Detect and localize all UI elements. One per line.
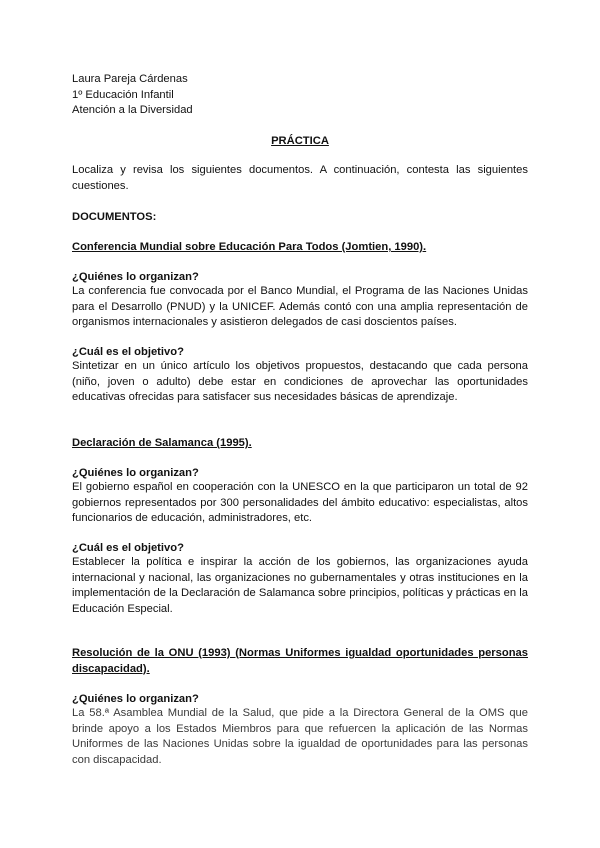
subject-name: Atención a la Diversidad bbox=[72, 104, 193, 116]
section-2-answer-organizers: El gobierno español en cooperación con la UNESCO en la que participaron un total de 92 gobiernos representados por 300 personalidades del ámbito educativo: especialistas, altos funcionarios de educación, administradores, etc. bbox=[72, 481, 528, 524]
section-1-question-objective: ¿Cuál es el objetivo? bbox=[72, 346, 184, 358]
section-1-heading: Conferencia Mundial sobre Educación Para Todos (Jomtien, 1990). bbox=[72, 241, 427, 253]
documents-heading: DOCUMENTOS: bbox=[72, 211, 157, 223]
section-2-heading: Declaración de Salamanca (1995). bbox=[72, 437, 252, 449]
section-3-answer-organizers: La 58.ª Asamblea Mundial de la Salud, que pide a la Directora General de la OMS que brinde apoyo a los Estados Miembros para que refuercen la aplicación de las Normas Uniformes de las Naciones Unidas sobre la igualdad de oportunidades para las personas con discapacidad. bbox=[72, 707, 528, 766]
section-1-question-organizers: ¿Quiénes lo organizan? bbox=[72, 271, 199, 283]
section-1-answer-objective: Sintetizar en un único artículo los objetivos propuestos, destacando que cada persona (niño, joven o adulto) debe estar en condiciones de aprovechar las oportunidades educativas ofrecidas para satisfacer sus necesidades básicas de aprendizaje. bbox=[72, 360, 528, 403]
author-name: Laura Pareja Cárdenas bbox=[72, 73, 188, 85]
section-2-question-organizers: ¿Quiénes lo organizan? bbox=[72, 467, 199, 479]
course-name: 1º Educación Infantil bbox=[72, 88, 174, 101]
intro-paragraph: Localiza y revisa los siguientes documentos. A continuación, contesta las siguientes cuestiones. bbox=[72, 164, 528, 192]
section-1-answer-organizers: La conferencia fue convocada por el Banco Mundial, el Programa de las Naciones Unidas para el Desarrollo (PNUD) y la UNICEF. Además contó con una amplia representación de organismos internacionales y asistieron delegados de casi doscientos países. bbox=[72, 285, 528, 328]
page-title: PRÁCTICA bbox=[271, 135, 329, 147]
section-2-answer-objective: Establecer la política e inspirar la acción de los gobiernos, las organizaciones ayuda internacional y nacional, las organizaciones no gubernamentales y otras instituciones en la implementación de la Declaración de Salamanca sobre principios, políticas y prácticas en la Educación Especial. bbox=[72, 556, 528, 615]
section-3-heading: Resolución de la ONU (1993) (Normas Uniformes igualdad oportunidades personas discapacidad). bbox=[72, 647, 528, 675]
header-block bbox=[72, 72, 528, 119]
section-3-question-organizers: ¿Quiénes lo organizan? bbox=[72, 693, 199, 705]
section-2-question-objective: ¿Cuál es el objetivo? bbox=[72, 542, 184, 554]
